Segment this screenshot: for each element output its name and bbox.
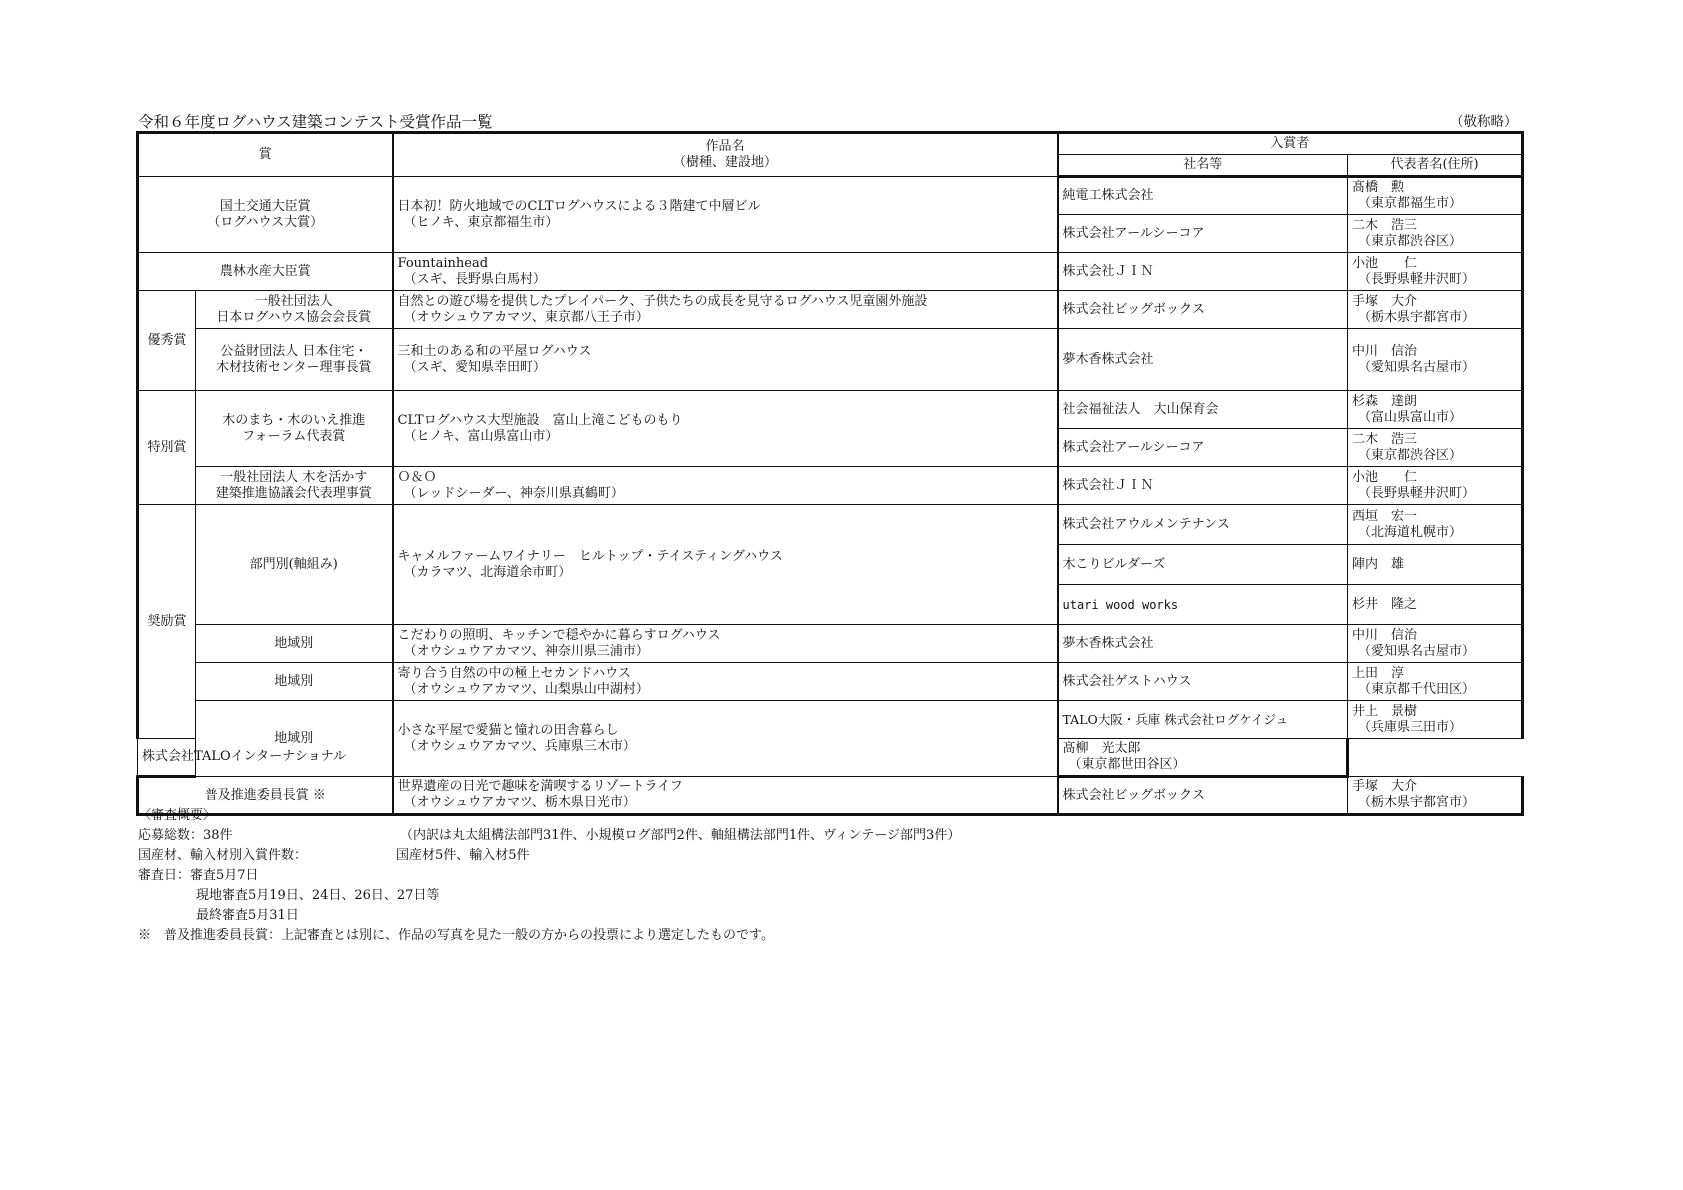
winner-rep: 二木 浩三 （東京都渋谷区） — [1348, 215, 1523, 253]
award-name: 農林水産大臣賞 — [138, 253, 393, 291]
award-name: 地域別 — [196, 663, 393, 701]
winner-rep: 小池 仁 （長野県軽井沢町） — [1348, 467, 1523, 505]
winner-company: TALO大阪・兵庫 株式会社ログケイジュ — [1058, 701, 1348, 739]
table-row — [138, 505, 1523, 545]
winner-rep: 手塚 大介 （栃木県宇都宮市） — [1348, 291, 1523, 329]
work-title: CLTログハウス大型施設 富山上滝こどものもり （ヒノキ、富山県富山市） — [393, 391, 1058, 467]
work-title: 小さな平屋で愛猫と憧れの田舎暮らし （オウシュウアカマツ、兵庫県三木市） — [393, 701, 1058, 777]
work-title: Fountainhead （スギ、長野県白馬村） — [393, 253, 1058, 291]
honorific-note: （敬称略） — [1450, 114, 1518, 130]
winner-rep: 上田 淳 （東京都千代田区） — [1348, 663, 1523, 701]
work-title: キャメルファームワイナリー ヒルトップ・テイスティングハウス （カラマツ、北海道余市町） — [393, 505, 1058, 625]
winner-rep: 井上 景樹 （兵庫県三田市） — [1348, 701, 1523, 739]
winner-company: 株式会社ＪＩＮ — [1058, 467, 1348, 505]
table-row — [138, 253, 1523, 291]
award-name: 公益財団法人 日本住宅・ 木材技術センター理事長賞 — [196, 329, 393, 391]
award-group: 奨励賞 — [138, 505, 196, 739]
page-title: 令和６年度ログハウス建築コンテスト受賞作品一覧 — [138, 113, 493, 131]
table-row — [138, 391, 1523, 429]
table-row — [138, 701, 1523, 739]
winner-company: 株式会社TALOインターナショナル — [138, 739, 196, 777]
winner-company: 株式会社ビッグボックス — [1058, 291, 1348, 329]
header-winner: 入賞者 — [1058, 133, 1523, 155]
table-row — [138, 625, 1523, 663]
award-name: 地域別 — [196, 625, 393, 663]
winner-company: 夢木香株式会社 — [1058, 625, 1348, 663]
winner-rep: 二木 浩三 （東京都渋谷区） — [1348, 429, 1523, 467]
winner-company: 社会福祉法人 大山保育会 — [1058, 391, 1348, 429]
review-date: 審査日：審査5月7日 — [138, 868, 259, 883]
final-review-date: 最終審査5月31日 — [196, 908, 299, 923]
header-work: 作品名 （樹種、建設地） — [393, 133, 1058, 177]
award-name: 一般社団法人 日本ログハウス協会会長賞 — [196, 291, 393, 329]
winner-rep: 西垣 宏一 （北海道札幌市） — [1348, 505, 1523, 545]
winner-rep: 小池 仁 （長野県軽井沢町） — [1348, 253, 1523, 291]
award-group: 優秀賞 — [138, 291, 196, 391]
work-title: 世界遺産の日光で趣味を満喫するリゾートライフ （オウシュウアカマツ、栃木県日光市） — [393, 777, 1058, 815]
material-count: 国産材5件、輸入材5件 — [396, 848, 530, 863]
winner-rep: 陣内 雄 — [1348, 545, 1523, 585]
winner-company: 株式会社アールシーコア — [1058, 429, 1348, 467]
footnote: ※ 普及推進委員長賞：上記審査とは別に、作品の写真を見た一般の方からの投票により選定したものです。 — [138, 928, 774, 943]
winner-company: 株式会社アールシーコア — [1058, 215, 1348, 253]
summary-heading: 〈審査概要〉 — [138, 808, 217, 823]
work-title: Ｏ＆Ｏ （レッドシーダー、神奈川県真鶴町） — [393, 467, 1058, 505]
entries-total: 応募総数：38件 — [138, 828, 233, 843]
header-row — [138, 133, 1523, 155]
winner-company: 株式会社アウルメンテナンス — [1058, 505, 1348, 545]
header-rep: 代表者名(住所) — [1348, 155, 1523, 177]
winner-rep: 杉森 達朗 （富山県富山市） — [1348, 391, 1523, 429]
work-title: こだわりの照明、キッチンで穏やかに暮らすログハウス （オウシュウアカマツ、神奈川県三浦市） — [393, 625, 1058, 663]
winner-rep: 手塚 大介 （栃木県宇都宮市） — [1348, 777, 1523, 815]
winner-company: 木こりビルダーズ — [1058, 545, 1348, 585]
winner-rep: 中川 信治 （愛知県名古屋市） — [1348, 625, 1523, 663]
table-row — [138, 329, 1523, 391]
winner-company: 夢木香株式会社 — [1058, 329, 1348, 391]
site-review-date: 現地審査5月19日、24日、26日、27日等 — [196, 888, 440, 903]
work-title: 自然との遊び場を提供したプレイパーク、子供たちの成長を見守るログハウス児童園外施設 （オウシュウアカマツ、東京都八王子市） — [393, 291, 1058, 329]
award-name: 部門別(軸組み) — [196, 505, 393, 625]
material-label: 国産材、輸入材別入賞件数： — [138, 848, 308, 863]
work-title: 三和土のある和の平屋ログハウス （スギ、愛知県幸田町） — [393, 329, 1058, 391]
winner-rep: 髙柳 光太郎 （東京都世田谷区） — [1058, 739, 1348, 777]
award-name: 木のまち・木のいえ推進 フォーラム代表賞 — [196, 391, 393, 467]
awards-table — [136, 131, 1524, 816]
work-title: 寄り合う自然の中の極上セカンドハウス （オウシュウアカマツ、山梨県山中湖村） — [393, 663, 1058, 701]
table-row — [138, 291, 1523, 329]
winner-rep: 杉井 隆之 — [1348, 585, 1523, 625]
header-company: 社名等 — [1058, 155, 1348, 177]
award-name: 一般社団法人 木を活かす 建築推進協議会代表理事賞 — [196, 467, 393, 505]
header-award: 賞 — [138, 133, 393, 177]
winner-company: 株式会社ビッグボックス — [1058, 777, 1348, 815]
winner-company: 株式会社ゲストハウス — [1058, 663, 1348, 701]
entries-breakdown: （内訳は丸太組構法部門31件、小規模ログ部門2件、軸組構法部門1件、ヴィンテージ部門3件） — [400, 828, 961, 843]
table-row — [138, 177, 1523, 215]
work-title: 日本初！防火地域でのCLTログハウスによる３階建て中層ビル （ヒノキ、東京都福生市） — [393, 177, 1058, 253]
winner-rep: 中川 信治 （愛知県名古屋市） — [1348, 329, 1523, 391]
table-row — [138, 777, 1523, 815]
award-name: 普及推進委員長賞 ※ — [138, 777, 393, 815]
table-row — [138, 467, 1523, 505]
winner-company: 純電工株式会社 — [1058, 177, 1348, 215]
winner-company: utari wood works — [1058, 585, 1348, 625]
award-name: 国土交通大臣賞 （ログハウス大賞） — [138, 177, 393, 253]
winner-company: 株式会社ＪＩＮ — [1058, 253, 1348, 291]
table-row — [138, 663, 1523, 701]
award-group: 特別賞 — [138, 391, 196, 505]
winner-rep: 髙橋 勲 （東京都福生市） — [1348, 177, 1523, 215]
award-name: 地域別 — [196, 701, 393, 777]
